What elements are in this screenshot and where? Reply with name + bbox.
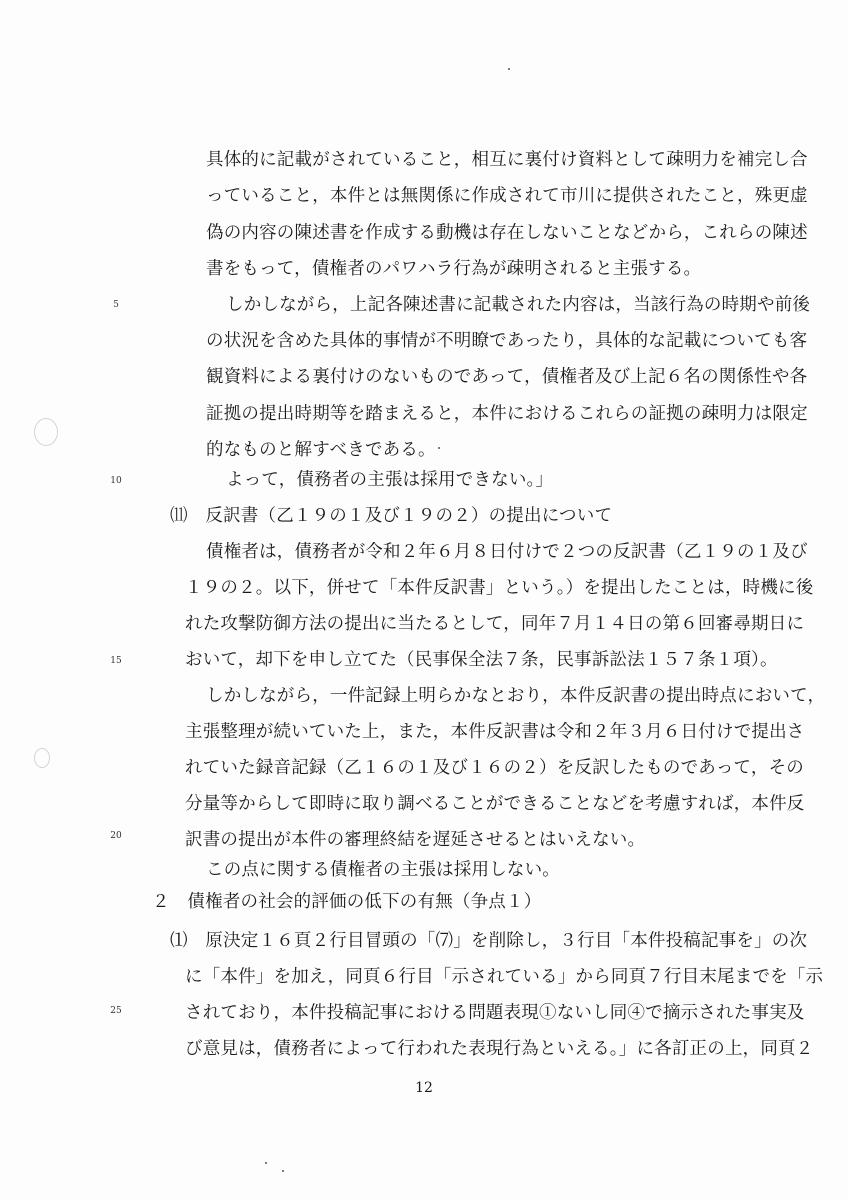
section-heading: ２ 債権者の社会的評価の低下の有無（争点１） (152, 892, 542, 912)
scan-dot (508, 68, 510, 70)
text-line: 的なものと解すべきである。 (206, 440, 436, 460)
line-number: 10 (110, 476, 122, 486)
text-line: ⑴ 原決定１６頁２行目冒頭の「⑺」を削除し，３行目「本件投稿記事を」の次 (170, 931, 808, 951)
text-line: 観資料による裏付けのないものであって，債権者及び上記６名の関係性や各 (206, 367, 808, 387)
text-line: よって，債務者の主張は採用できない。」 (226, 470, 554, 490)
scan-mark (34, 748, 50, 768)
line-number: 15 (110, 656, 122, 666)
text-line: っていること，本件とは無関係に作成されて市川に提供されたこと，殊更虚 (206, 186, 808, 206)
text-line: れていた録音記録（乙１６の１及び１６の２）を反訳したものであって，その (185, 758, 804, 778)
text-line: 訳書の提出が本件の審理終結を遅延させるとはいえない。 (185, 830, 646, 850)
text-line: 分量等からして即時に取り調べることができることなどを考慮すれば，本件反 (185, 794, 805, 814)
scan-dot (265, 1162, 267, 1164)
text-line: び意見は，債務者によって行われた表現行為といえる。」に各訂正の上，同頁２ (185, 1039, 814, 1059)
text-line: この点に関する債権者の主張は採用しない。 (206, 860, 560, 880)
text-line: 証拠の提出時期等を踏まえると，本件におけるこれらの証拠の疎明力は限定 (206, 404, 808, 424)
line-number: 5 (113, 300, 119, 310)
line-number: 25 (110, 1006, 122, 1016)
text-line: されており，本件投稿記事における問題表現①ないし同④で摘示された事実及 (185, 1003, 805, 1023)
scan-dot (282, 1170, 284, 1172)
text-line: の状況を含めた具体的事情が不明瞭であったり，具体的な記載についても客 (206, 331, 808, 351)
text-line: れた攻撃防御方法の提出に当たるとして，同年７月１４日の第６回審尋期日に (185, 614, 805, 634)
text-line: 債権者は，債務者が令和２年６月８日付けで２つの反訳書（乙１９の１及び (206, 542, 808, 562)
text-line: に「本件」を加え，同頁６行目「示されている」から同頁７行目末尾までを「示 (185, 967, 824, 987)
page-number: 12 (415, 1080, 433, 1096)
line-number: 20 (110, 831, 122, 841)
text-line: 主張整理が続いていた上，また，本件反訳書は令和２年３月６日付けで提出さ (185, 722, 805, 742)
section-heading: ⑾ 反訳書（乙１９の１及び１９の２）の提出について (170, 506, 613, 526)
scan-dot (438, 447, 440, 449)
scan-mark (34, 418, 58, 446)
text-line: しかしながら，一件記録上明らかなとおり，本件反訳書の提出時点において， (206, 686, 826, 706)
text-line: しかしながら，上記各陳述書に記載された内容は，当該行為の時期や前後 (226, 295, 811, 315)
text-line: １９の２。以下，併せて「本件反訳書」という。）を提出したことは，時機に後 (185, 578, 814, 598)
text-line: 書をもって，債権者のパワハラ行為が疎明されると主張する。 (206, 259, 702, 279)
text-line: 偽の内容の陳述書を作成する動機は存在しないことなどから，これらの陳述 (206, 223, 808, 243)
text-line: おいて，却下を申し立てた（民事保全法７条，民事訴訟法１５７条１項）。 (185, 650, 778, 670)
text-line: 具体的に記載がされていること，相互に裏付け資料として疎明力を補完し合 (206, 150, 808, 170)
